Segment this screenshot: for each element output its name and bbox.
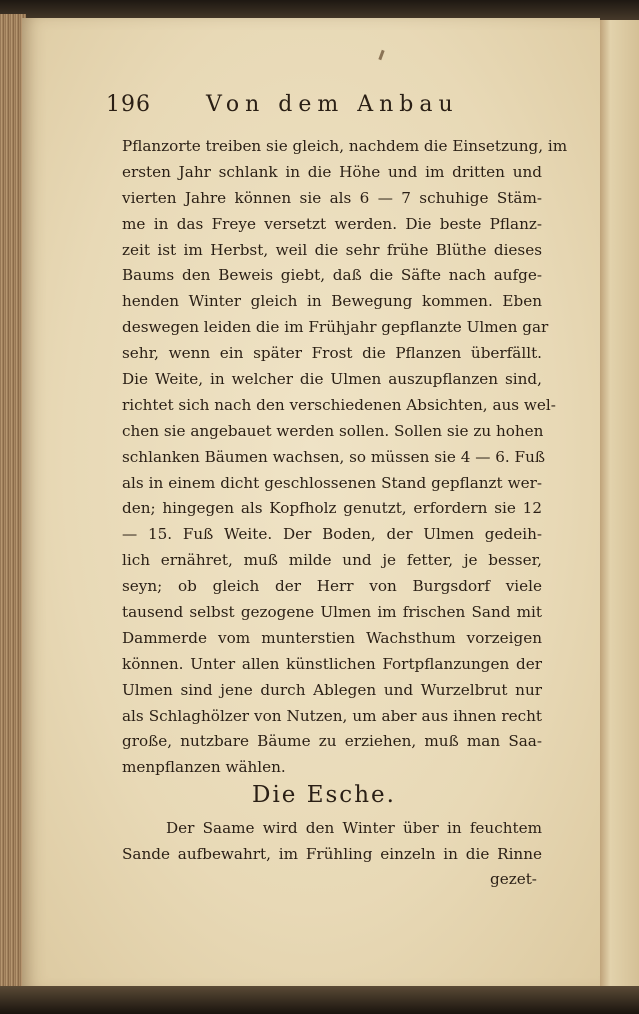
text-line: henden Winter gleich in Bewegung kommen. Eben [122,292,542,311]
text-line: me in das Freye versetzt werden. Die beste Pflanz- [122,214,542,233]
section-text [122,816,542,868]
section-heading: Die Esche. [252,782,396,808]
page-header [106,92,506,128]
running-head: Von dem Anbau [206,92,459,117]
text-line: Pflanzorte treiben sie gleich, nachdem die Einsetzung, im [122,137,568,155]
text-line: als in einem dicht geschlossenen Stand gepflanzt wer- [122,473,542,492]
text-line: Der Saame wird den Winter über in feuchtem [166,819,542,837]
text-line: zeit ist im Herbst, weil die sehr frühe Blüthe dieses [122,240,542,259]
text-line: Die Weite, in welcher die Ulmen auszupflanzen sind, [122,370,542,389]
text-line: deswegen leiden die im Frühjahr gepflanzte Ulmen gar [122,318,549,337]
text-line: den; hingegen als Kopfholz genutzt, erfordern sie 12 [122,499,542,518]
text-line: als Schlaghölzer von Nutzen, um aber aus ihnen recht [122,706,542,725]
text-line: Dammerde vom munterstien Wachsthum vorzeigen [122,628,542,647]
text-line: vierten Jahre können sie als 6 — 7 schuhige Stäm- [122,188,542,207]
text-line: — 15. Fuß Weite. Der Boden, der Ulmen gedeih- [122,525,542,544]
text-line: Ulmen sind jene durch Ablegen und Wurzelbrut nur [122,680,542,699]
text-line: Sande aufbewahrt, im Frühling einzeln in die Rinne [122,844,542,863]
text-line: lich ernähret, muß milde und je fetter, je besser, [122,551,542,570]
text-line: menpflanzen wählen. [122,758,286,777]
text-line: chen sie angebauet werden sollen. Sollen sie zu hohen [122,421,544,440]
text-line: seyn; ob gleich der Herr von Burgsdorf viele [122,577,542,596]
page-number: 196 [106,92,151,117]
catchword: gezet- [490,870,537,888]
text-line: ersten Jahr schlank in die Höhe und im dritten und [122,162,542,181]
text-line: sehr, wenn ein später Frost die Pflanzen überfällt. [122,344,542,363]
facing-page-edge [598,20,639,992]
text-line: können. Unter allen künstlichen Fortpflanzungen der [122,654,542,673]
body-text [122,134,568,781]
text-line: richtet sich nach den verschiedenen Absichten, aus wel- [122,395,556,414]
text-line: Baums den Beweis giebt, daß die Säfte nach aufge- [122,266,542,285]
book-bottom-edge [0,986,639,1014]
text-line: schlanken Bäumen wachsen, so müssen sie 4 — 6. Fuß [122,447,546,466]
text-line: tausend selbst gezogene Ulmen im frischen Sand mit [122,603,542,622]
text-line: große, nutzbare Bäume zu erziehen, muß man Saa- [122,732,542,751]
